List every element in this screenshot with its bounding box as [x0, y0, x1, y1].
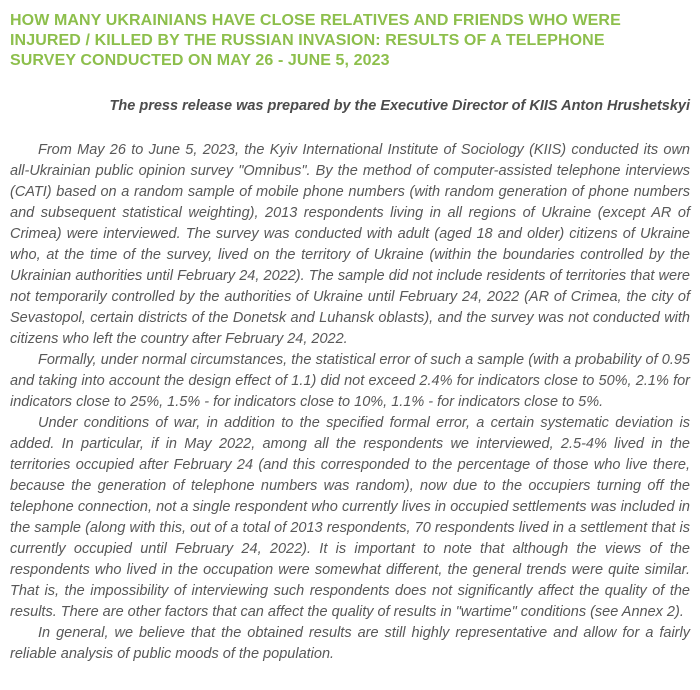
paragraph-wartime-deviation: Under conditions of war, in addition to the specified formal error, a certain systematic deviation is added. In particular, if in May 2022, among all the respondents we interviewed, 2.5-4% lived in the territories occupied after February 24 (and this corresponded to the percentage of those who live there, because the generation of telephone numbers was random), now due to the occupiers turning off the telephone connection, not a single respondent who currently lives in occupied settlements was included in the sample (along with this, out of a total of 2013 respondents, 70 respondents lived in a settlement that is currently occupied until February 24, 2022). It is important to note that although the views of the respondents who lived in the occupation were somewhat different, the general trends were quite similar. That is, the impossibility of interviewing such respondents does not significantly affect the quality of the results. There are other factors that can affect the quality of results in "wartime" conditions (see Annex 2).	[10, 415, 690, 620]
paragraph-statistical-error: Formally, under normal circumstances, the statistical error of such a sample (with a probability of 0.95 and taking into account the design effect of 1.1) did not exceed 2.4% for indicators close to 50%, 2.1% for indicators close to 25%, 1.5% - for indicators close to 10%, 1.1% - for indicators close to 5%.	[10, 352, 690, 410]
press-release-body	[10, 140, 690, 665]
paragraph-survey-methodology: From May 26 to June 5, 2023, the Kyiv International Institute of Sociology (KIIS) conducted its own all-Ukrainian public opinion survey "Omnibus". By the method of computer-assisted telephone interviews (CATI) based on a random sample of mobile phone numbers (with random generation of phone numbers and subsequent statistical weighting), 2013 respondents living in all regions of Ukraine (except AR of Crimea) were interviewed. The survey was conducted with adult (aged 18 and older) citizens of Ukraine who, at the time of the survey, lived on the territory of Ukraine (within the boundaries controlled by the Ukrainian authorities until February 24, 2022). The sample did not include residents of territories that were not temporarily controlled by the authorities of Ukraine until February 24, 2022 (AR of Crimea, the city of Sevastopol, certain districts of the Donetsk and Luhansk oblasts), and the survey was not conducted with citizens who left the country after February 24, 2022.	[10, 142, 690, 347]
paragraph-conclusion: In general, we believe that the obtained results are still highly representative and allow for a fairly reliable analysis of public moods of the population.	[10, 625, 690, 662]
page-title: HOW MANY UKRAINIANS HAVE CLOSE RELATIVES AND FRIENDS WHO WERE INJURED / KILLED BY THE RUSSIAN INVASION: RESULTS OF A TELEPHONE SURVEY CONDUCTED ON MAY 26 - JUNE 5, 2023	[10, 12, 621, 69]
byline: The press release was prepared by the Executive Director of KIIS Anton Hrushetskyi	[109, 98, 690, 114]
